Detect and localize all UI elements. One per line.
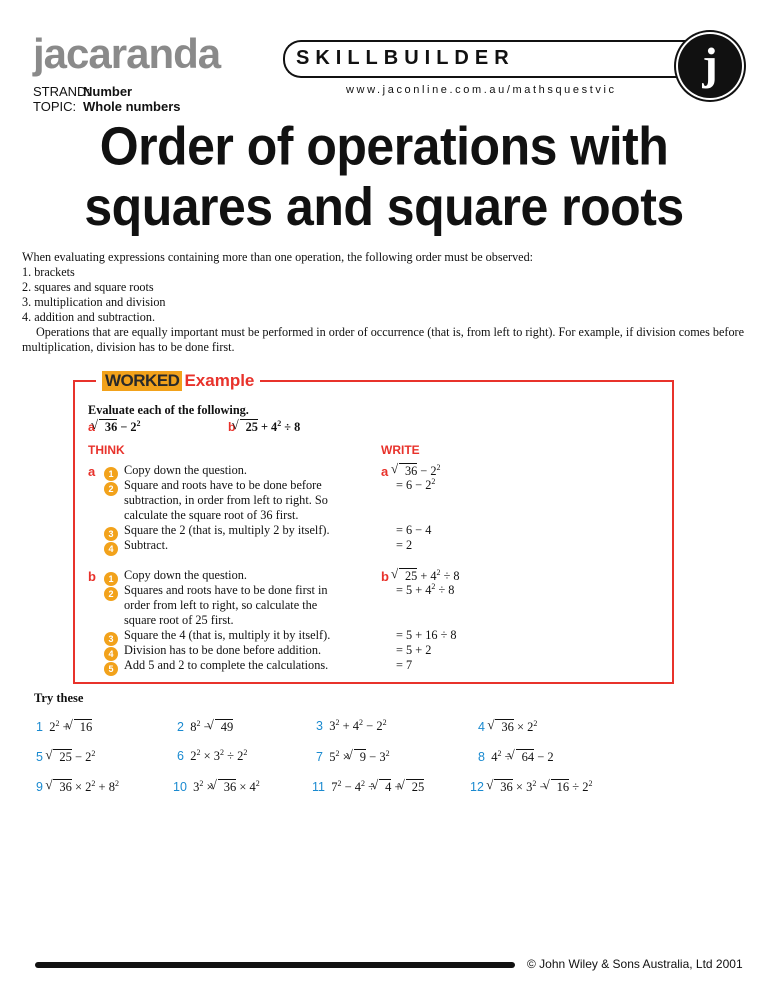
step-1-icon: 1	[104, 569, 118, 587]
question-a: a √ $36 - 2^2$	[88, 419, 141, 435]
step-3-icon: 3	[104, 524, 118, 542]
write-a-letter: a	[381, 464, 389, 479]
exercise-7: 7 $5^2$ × √ $9 - 3^2$	[316, 749, 390, 765]
copyright-footer: © John Wiley & Sons Australia, Ltd 2001	[527, 957, 743, 971]
brand-badge-icon: j	[678, 34, 742, 98]
b-step: Square the 4 (that is, multiply it by itself).	[124, 628, 331, 642]
write-a-line: = 2	[396, 538, 413, 552]
b-step: order from left to right, so calculate the	[124, 598, 318, 612]
question-b: b √ $25 + 4^2 \div 8$	[228, 419, 300, 435]
worked-prompt: Evaluate each of the following.	[88, 403, 249, 417]
exercise-3: 3 $3^2 + 4^2 - 2^2$	[316, 717, 387, 733]
b-step: Copy down the question.	[124, 568, 247, 582]
exercise-6: 6 $2^2 \times 3^2 \div 2^2$	[177, 747, 248, 763]
exercise-5: 5 √ $25 - 2^2$	[36, 749, 95, 765]
exercise-12: 12 √ $36 \times 3^2$ − √ $16 \div 2^2$	[470, 779, 593, 795]
write-b-question: √ $25 + 4^2 \div 8$	[398, 568, 460, 584]
think-heading: THINK	[88, 443, 125, 457]
order-item: 3. multiplication and division	[22, 295, 166, 309]
publisher-logo: jacaranda	[33, 30, 221, 77]
example-label: Example	[184, 371, 255, 390]
order-item: 1. brackets	[22, 265, 75, 279]
a-step: Copy down the question.	[124, 463, 247, 477]
exercise-2: 2 $8^2$ − √ 49	[177, 719, 233, 735]
step-2-icon: 2	[104, 479, 118, 497]
exercise-10: 10 $3^2$ × √ $36 \times 4^2$	[173, 779, 260, 795]
worked-example-label	[96, 370, 260, 392]
exercise-1: 1 $2^2$ + √ 16	[36, 719, 92, 735]
worked-label: WORKED	[102, 371, 182, 391]
b-step: Squares and roots have to be done first in	[124, 583, 328, 597]
write-b-letter: b	[381, 569, 389, 584]
write-b-line: = $5 + 4^2 \div 8$	[396, 581, 455, 597]
part-b-letter: b	[88, 569, 96, 584]
write-a-question: √ $36 - 2^2$	[398, 463, 441, 479]
a-step: Square the 2 (that is, multiply 2 by itself).	[124, 523, 330, 537]
intro-lead: When evaluating expressions containing more than one operation, the following order must be observed:	[22, 250, 534, 264]
a-step: Square and roots have to be done before	[124, 478, 322, 492]
strand-topic	[33, 84, 181, 114]
footer-rule	[35, 962, 515, 968]
write-b-line: = 5 + 16 ÷ 8	[396, 628, 457, 642]
strand-label: STRAND:	[33, 84, 91, 99]
b-step: square root of 25 first.	[124, 613, 234, 627]
step-1-icon: 1	[104, 464, 118, 482]
try-these-heading: Try these	[34, 691, 84, 705]
order-item: 2. squares and square roots	[22, 280, 154, 294]
series-name: SKILLBUILDER	[296, 47, 515, 69]
a-step: calculate the square root of 36 first.	[124, 508, 299, 522]
step-2-icon: 2	[104, 584, 118, 602]
write-heading: WRITE	[381, 443, 420, 457]
exercise-11: 11 $7^2 - 4^2$ ÷ √ 4 + √ 25	[312, 779, 424, 795]
step-4-icon: 4	[104, 539, 118, 557]
topic-value: Whole numbers	[83, 99, 181, 114]
a-step: Subtract.	[124, 538, 169, 552]
write-a-line: = 6 − 4	[396, 523, 432, 537]
page-title	[20, 116, 748, 237]
exercise-4: 4 √ $36 \times 2^2$	[478, 719, 537, 735]
exercise-9: 9 √ $36 \times 2^2 + 8^2$	[36, 779, 119, 795]
series-url[interactable]: www.jaconline.com.au/mathsquestvic	[346, 84, 617, 96]
part-a-letter: a	[88, 464, 96, 479]
step-5-icon: 5	[104, 659, 118, 677]
step-4-icon: 4	[104, 644, 118, 662]
topic-label: TOPIC:	[33, 99, 77, 114]
title-line-2: squares and square roots	[84, 176, 684, 237]
strand-value: Number	[83, 84, 133, 99]
part-a-letter: a	[88, 420, 95, 434]
a-step: subtraction, in order from left to right. So	[124, 493, 328, 507]
write-b-line: = 7	[396, 658, 413, 672]
b-step: Add 5 and 2 to complete the calculations.	[124, 658, 329, 672]
title-line-1: Order of operations with	[99, 116, 669, 177]
intro-note: Operations that are equally important must be performed in order of occurrence (that is, from left to right). For example, if division comes before multiplication, division has to be done first.	[22, 325, 744, 354]
write-a-line: = $6 - 2^2$	[396, 476, 436, 492]
write-b-line: = 5 + 2	[396, 643, 432, 657]
intro-text	[22, 250, 746, 355]
order-item: 4. addition and subtraction.	[22, 310, 156, 324]
part-b-letter: b	[228, 420, 236, 434]
b-step: Division has to be done before addition.	[124, 643, 322, 657]
step-3-icon: 3	[104, 629, 118, 647]
exercise-8: 8 $4^2$ ÷ √ 64 − 2	[478, 749, 554, 765]
